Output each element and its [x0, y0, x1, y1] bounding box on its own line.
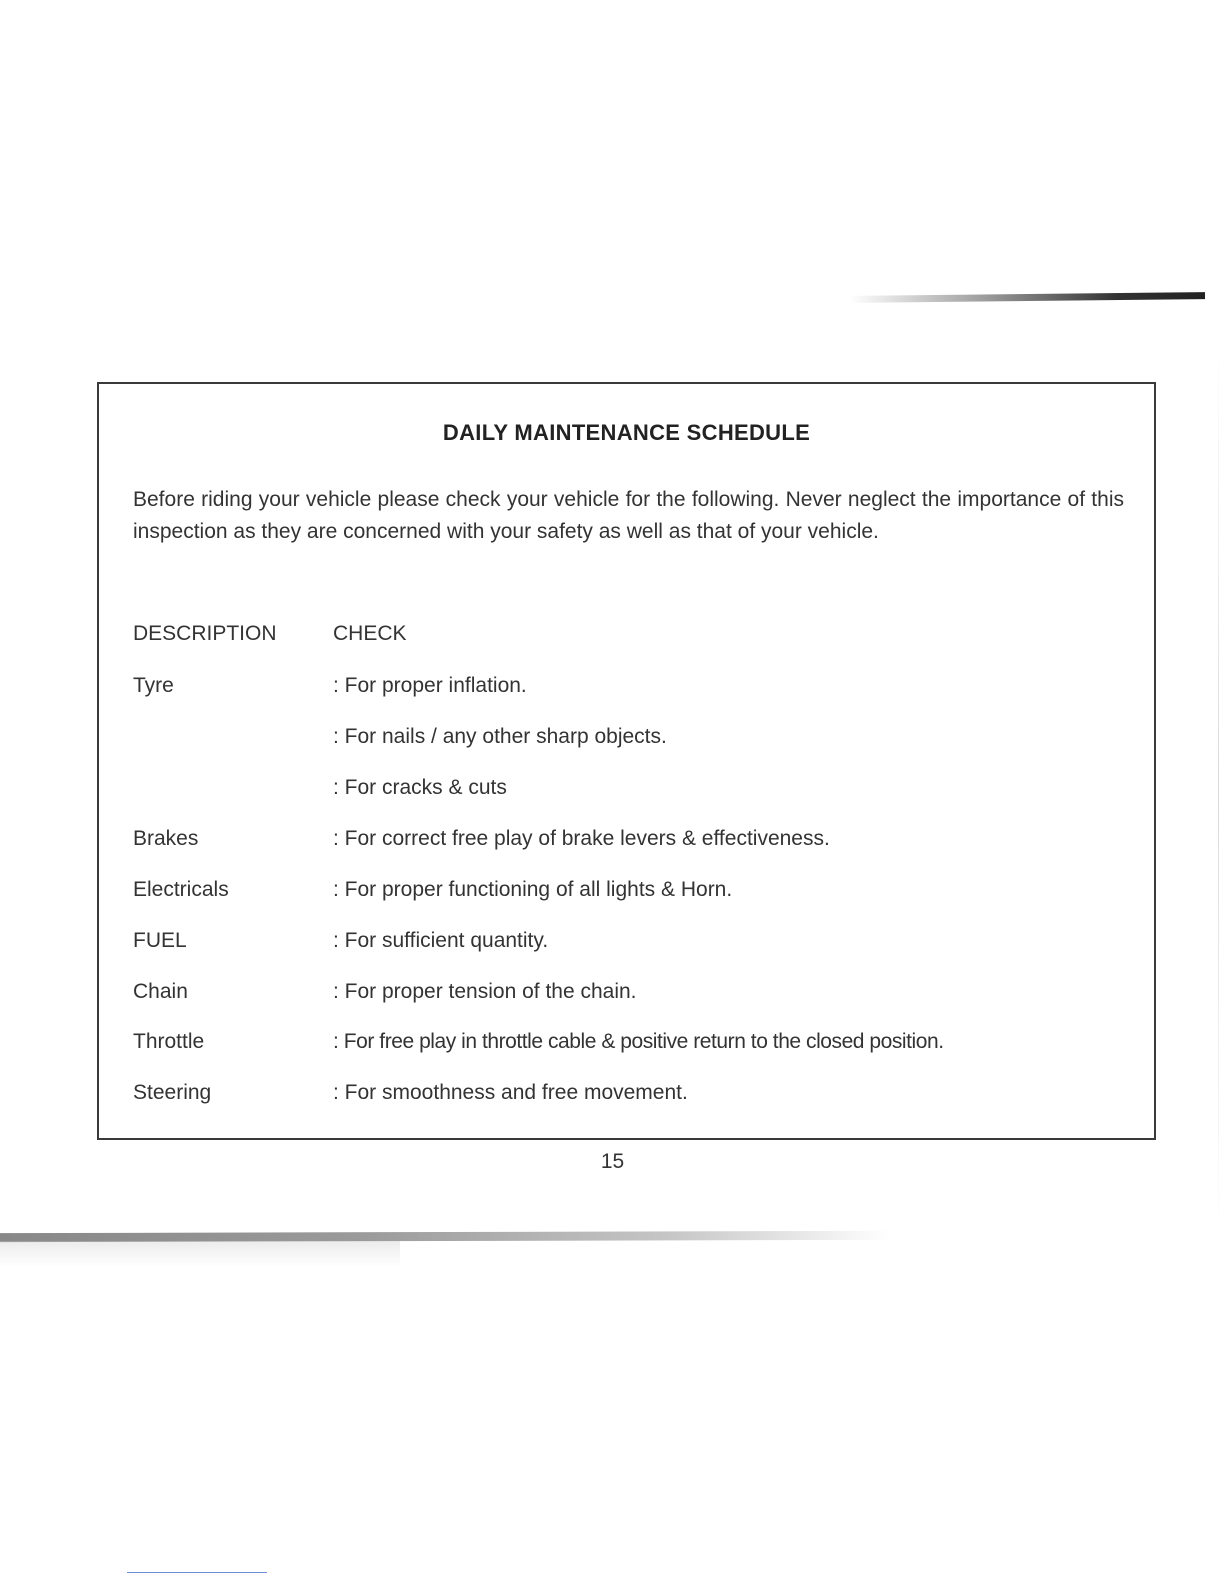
row-check: : For proper tension of the chain.	[333, 980, 637, 1003]
row-description: Throttle	[133, 1030, 205, 1053]
row-description: Steering	[133, 1081, 212, 1104]
row-description: Tyre	[133, 674, 174, 697]
table-row	[133, 776, 1124, 806]
table-row	[133, 878, 1124, 908]
row-check: : For proper functioning of all lights & Horn.	[333, 878, 733, 901]
table-row	[133, 1030, 1124, 1060]
table-row	[133, 980, 1124, 1010]
schedule-title: DAILY MAINTENANCE SCHEDULE	[442, 420, 811, 445]
table-header	[133, 622, 1124, 652]
row-check: : For sufficient quantity.	[333, 929, 549, 952]
row-check: : For proper inflation.	[333, 674, 527, 697]
row-check: : For free play in throttle cable & positive return to the closed position.	[333, 1030, 944, 1053]
description-column-header: DESCRIPTION	[133, 622, 277, 645]
row-check: : For nails / any other sharp objects.	[333, 725, 667, 748]
row-description: Brakes	[133, 827, 199, 850]
row-check: : For smoothness and free movement.	[333, 1081, 688, 1104]
check-column-header: CHECK	[333, 622, 407, 645]
row-check: : For correct free play of brake levers & effectiveness.	[333, 827, 830, 850]
scan-edge-top	[850, 292, 1205, 303]
intro-paragraph: Before riding your vehicle please check your vehicle for the following. Never neglect the importance of this inspection as they are concerned with your safety as well as that of your vehicle.	[133, 488, 1124, 543]
row-description: Chain	[133, 980, 188, 1003]
table-row	[133, 827, 1124, 857]
bottom-rule	[127, 1572, 267, 1573]
table-row	[133, 929, 1124, 959]
scan-shadow	[0, 1241, 400, 1267]
scan-edge-right	[1218, 340, 1219, 1240]
page-number: 15	[600, 1150, 625, 1173]
table-row	[133, 1081, 1124, 1111]
table-row	[133, 725, 1124, 755]
row-check: : For cracks & cuts	[333, 776, 507, 799]
row-description: FUEL	[133, 929, 187, 952]
maintenance-schedule-panel	[97, 382, 1156, 1140]
table-row	[133, 674, 1124, 704]
row-description: Electricals	[133, 878, 229, 901]
